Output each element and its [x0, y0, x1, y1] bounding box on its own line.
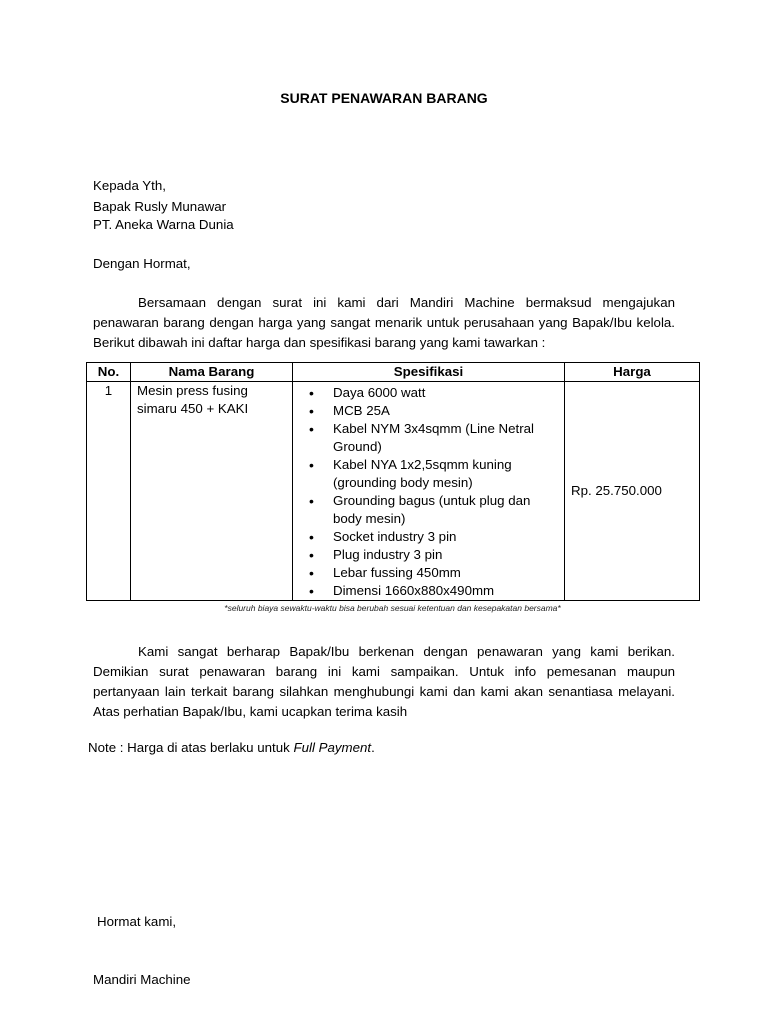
header-item-name: Nama Barang: [131, 363, 293, 382]
header-no: No.: [87, 363, 131, 382]
spec-item: • Lebar fussing 450mm: [323, 564, 558, 582]
spec-item: • Kabel NYM 3x4sqmm (Line Netral Ground): [323, 420, 558, 456]
spec-item: • Kabel NYA 1x2,5sqmm kuning (grounding body mesin): [323, 456, 558, 492]
row-no: 1: [87, 382, 131, 601]
header-price: Harga: [565, 363, 700, 382]
payment-note-suffix: .: [371, 740, 375, 755]
row-item-name: Mesin press fusing simaru 450 + KAKI: [131, 382, 293, 601]
spec-item: • Dimensi 1660x880x490mm: [323, 582, 558, 600]
intro-paragraph: [93, 293, 675, 353]
payment-note-prefix: Note : Harga di atas berlaku untuk: [88, 740, 294, 755]
table-row: [87, 382, 700, 601]
spec-item: • MCB 25A: [323, 402, 558, 420]
spec-item: • Grounding bagus (untuk plug dan body mesin): [323, 492, 558, 528]
spec-list: [299, 384, 558, 600]
spec-item: • Plug industry 3 pin: [323, 546, 558, 564]
table-header-row: [87, 363, 700, 382]
signoff: Hormat kami,: [97, 914, 177, 929]
price-table: [86, 362, 700, 601]
closing-paragraph-text: Kami sangat berharap Bapak/Ibu berkenan dengan penawaran yang kami berikan. Demikian surat penawaran barang ini kami sampaikan. Untuk info pemesanan maupun pertanyaan lain terkait barang silahkan menghubungi kami dan kami akan senantiasa melayani. Atas perhatian Bapak/Ibu, kami ucapkan terima kasih: [93, 644, 675, 719]
payment-note-emphasis: Full Payment: [293, 740, 372, 755]
signature-name: Mandiri Machine: [93, 972, 191, 987]
recipient-company: PT. Aneka Warna Dunia: [93, 217, 234, 232]
closing-paragraph: [93, 642, 675, 722]
greeting: Dengan Hormat,: [93, 256, 191, 271]
intro-paragraph-text: Bersamaan dengan surat ini kami dari Mandiri Machine bermaksud mengajukan penawaran barang dengan harga yang sangat menarik untuk perusahaan yang Bapak/Ibu kelola. Berikut dibawah ini daftar harga dan spesifikasi barang yang kami tawarkan :: [93, 295, 675, 350]
spec-item: • Socket industry 3 pin: [323, 528, 558, 546]
recipient-name: Bapak Rusly Munawar: [93, 199, 227, 214]
spec-item: • Daya 6000 watt: [323, 384, 558, 402]
recipient-line-1: Kepada Yth,: [93, 178, 166, 193]
row-price: Rp. 25.750.000: [565, 382, 700, 601]
row-specification: [293, 382, 565, 601]
letter-title: SURAT PENAWARAN BARANG: [280, 90, 488, 106]
payment-note: [88, 740, 375, 755]
header-specification: Spesifikasi: [293, 363, 565, 382]
price-footnote: *seluruh biaya sewaktu-waktu bisa berubah sesuai ketentuan dan kesepakatan bersama*: [224, 603, 561, 613]
